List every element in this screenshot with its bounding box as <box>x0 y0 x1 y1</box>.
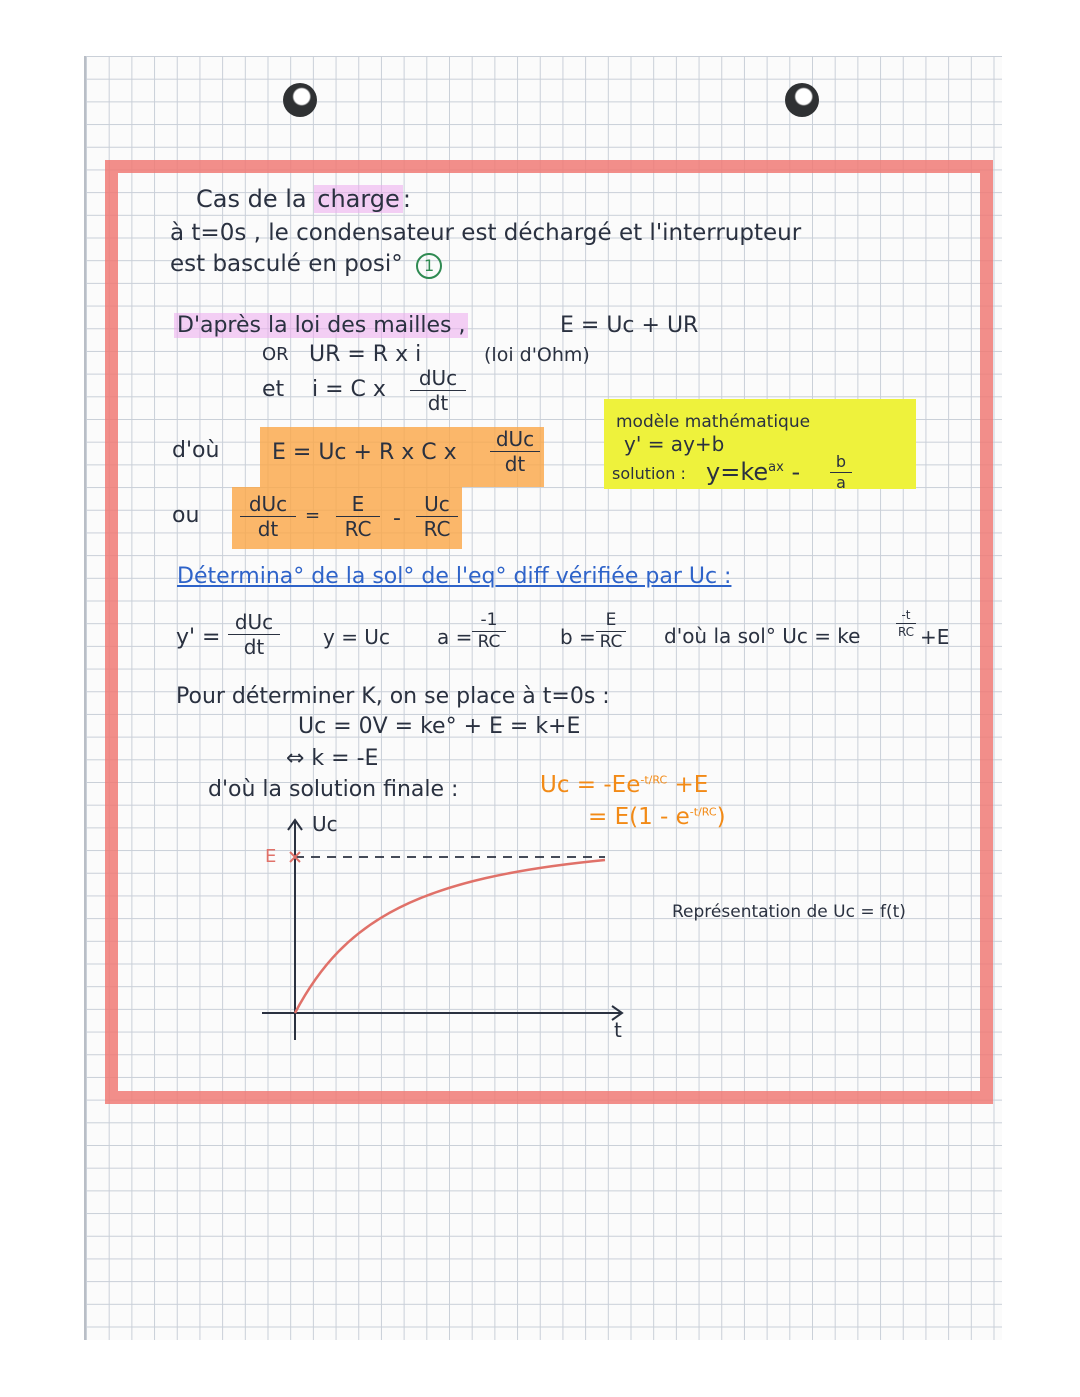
final-solution-2: = $E(1 - e^{-t/RC})$ <box>588 804 726 830</box>
y-equation: y = Uc <box>323 625 390 649</box>
solution-label: solution : <box>612 464 686 483</box>
y-prime-label: y' = <box>176 625 221 650</box>
k-intro: Pour déterminer K, on se place à t=0s : <box>176 684 610 709</box>
binder-hole-left-icon <box>283 83 317 117</box>
binder-hole-right-icon <box>785 83 819 117</box>
a-fraction: -1 RC <box>472 612 506 651</box>
math-model-solution: $y=ke^{ax}$ - <box>706 458 801 486</box>
i-fraction: dUc dt <box>410 368 466 413</box>
intro-line-2: est basculé en posi° 1 <box>170 253 442 279</box>
b-label: b = <box>560 625 596 649</box>
eq1-fraction: dUc dt <box>490 429 540 474</box>
graph-caption: Représentation de Uc = f(t) <box>672 902 906 922</box>
x-axis-label: t <box>614 1018 622 1042</box>
differential-equation: E = Uc + R x C x <box>272 440 457 465</box>
y-axis-label: Uc <box>312 812 338 836</box>
ur-equation: UR = R x i <box>309 342 422 367</box>
minus-sign: - <box>393 506 401 531</box>
mesh-law-intro: D'après la loi des mailles , <box>174 315 468 337</box>
solution-tail: +E <box>920 625 950 649</box>
k-equation: Uc = 0V = ke° + E = k+E <box>298 714 581 739</box>
term1-fraction: E RC <box>336 494 380 539</box>
k-result: ⇔ k = -E <box>286 746 379 771</box>
math-model-equation: y' = ay+b <box>624 432 725 456</box>
term2-fraction: Uc RC <box>416 494 458 539</box>
i-equation: i = C x <box>312 377 386 402</box>
ohm-note: (loi d'Ohm) <box>484 344 590 366</box>
lhs-fraction: dUc dt <box>240 494 296 539</box>
dou-label: d'où <box>172 438 220 463</box>
determination-heading: Détermina° de la sol° de l'eq° diff vérifiée par Uc : <box>177 564 732 589</box>
y-prime-fraction: dUc dt <box>228 612 280 657</box>
b-fraction: E RC <box>596 612 626 651</box>
uc-curve <box>295 860 605 1013</box>
asymptote-label: E <box>265 846 277 867</box>
final-solution-label: d'où la solution finale : <box>208 777 459 802</box>
math-model-title: modèle mathématique <box>616 412 811 432</box>
general-solution: d'où la sol° Uc = ke <box>664 624 861 648</box>
or-label: OR <box>262 344 289 365</box>
final-solution-1: $Uc = -Ee^{-t/RC} +E$ <box>540 772 709 798</box>
charge-curve-graph <box>250 808 650 1048</box>
equals-sign: = <box>305 505 321 526</box>
a-label: a = <box>437 625 473 649</box>
section-heading: Cas de la charge : <box>196 185 411 213</box>
solution-exponent: -t RC <box>897 608 915 639</box>
b-over-a-fraction: b a <box>830 454 852 491</box>
position-marker: 1 <box>416 253 442 279</box>
et-label: et <box>262 377 285 402</box>
ou-label: ou <box>172 503 200 528</box>
mesh-law-equation: E = Uc + UR <box>560 313 699 338</box>
intro-line-1: à t=0s , le condensateur est déchargé et l'interrupteur <box>170 220 802 246</box>
charge-highlight: charge <box>314 185 403 213</box>
